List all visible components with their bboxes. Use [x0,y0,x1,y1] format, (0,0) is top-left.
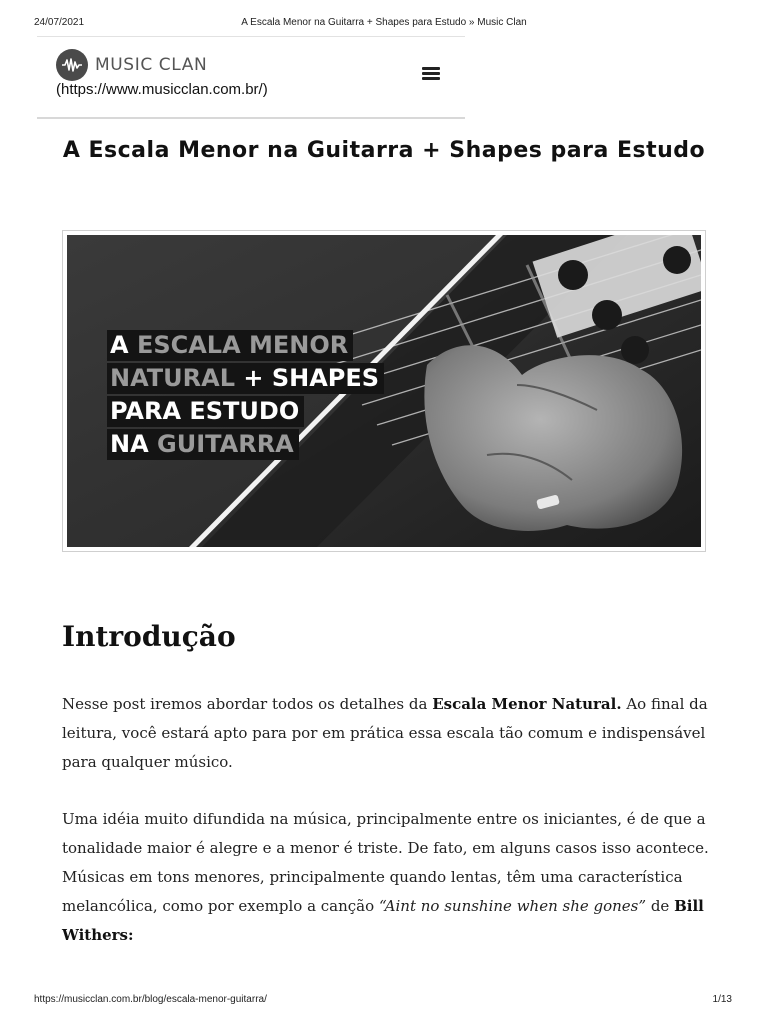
hero-overlay-text [107,330,384,462]
waveform-icon [56,49,88,81]
site-header [37,36,465,119]
print-footer-url: https://musicclan.com.br/blog/escala-menor-guitarra/ [34,994,267,1005]
page-number: 1/13 [712,994,732,1005]
article-title: A Escala Menor na Guitarra + Shapes para Estudo [62,138,706,163]
site-logo[interactable] [56,49,207,81]
intro-paragraph-2: Uma idéia muito difundida na música, principalmente entre os iniciantes, é de que a tonalidade maior é alegre e a menor é triste. De fato, em alguns casos isso acontece. Músicas em tons menores, principalmente quando lentas, têm uma característica melancólica, como por exemplo a canção “Aint no sunshine when she gones” de Bill Withers: [62,810,709,944]
hero-image-frame [62,230,706,552]
intro-heading: Introdução [62,620,236,653]
logo-text: MUSIC CLAN [95,55,208,75]
hamburger-menu-icon[interactable] [422,67,440,81]
hero-text-line: NATURAL + SHAPES [107,363,384,394]
intro-paragraph-1: Nesse post iremos abordar todos os detalhes da Escala Menor Natural. Ao final da leitura, você estará apto para por em prática essa escala tão comum e indispensável para qualquer músico. [62,695,708,771]
hero-text-line: PARA ESTUDO [107,396,304,427]
print-date: 24/07/2021 [34,17,85,28]
hero-text-line: NA GUITARRA [107,429,299,460]
artist-name: Bill Withers: [62,897,704,944]
hero-text-line: A ESCALA MENOR [107,330,353,361]
print-header [0,14,768,30]
hero-image [67,235,701,547]
print-page-title: A Escala Menor na Guitarra + Shapes para Estudo » Music Clan [241,17,527,28]
bold-term: Escala Menor Natural. [432,695,622,713]
song-title: “Aint no sunshine when she gones” [378,897,647,915]
site-url-link[interactable]: (https://www.musicclan.com.br/) [56,81,268,98]
